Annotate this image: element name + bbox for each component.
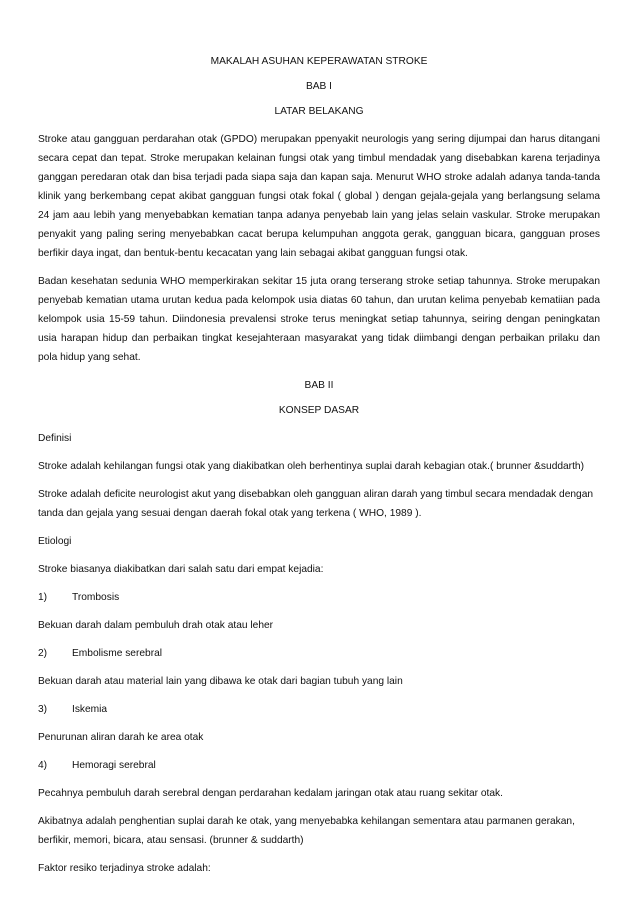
cause-description-2: Bekuan darah atau material lain yang dibawa ke otak dari bagian tubuh yang lain [38,676,403,687]
cause-number: 1) [38,592,48,603]
cause-name: Trombosis [72,592,120,603]
etiologi-label: Etiologi [38,536,72,547]
akibat-paragraph: Akibatnya adalah penghentian suplai darah ke otak, yang menyebabka kehilangan sementara atau parmanen gerakan, berfikir, memori, bicara, atau sensasi. (brunner & suddarth) [38,816,575,846]
cause-item-1 [38,588,600,607]
cause-item-4 [38,756,600,775]
definisi-paragraph-1: Stroke adalah kehilangan fungsi otak yang diakibatkan oleh berhentinya suplai darah kebagian otak.( brunner &suddarth) [38,461,584,472]
cause-description-3: Penurunan aliran darah ke area otak [38,732,204,743]
etiologi-intro: Stroke biasanya diakibatkan dari salah satu dari empat kejadia: [38,564,324,575]
bab1-paragraph-1: Stroke atau gangguan perdarahan otak (GPDO) merupakan ppenyakit neurologis yang sering dijumpai dan harus ditangani secara cepat dan tepat. Stroke merupakan kelainan fungsi otak yang timbul mendadak yang disebabkan karena terjadinya ganggan peredaran otak dan bisa terjadi pada siapa saja dan kapan saja. Menurut WHO stroke adalah adanya tanda-tanda klinik yang berkembang cepat akibat gangguan fungsi otak fokal ( global ) dengan gejala-gejala yang berlangsung selama 24 jam aau lebih yang menyebabkan kematian tanpa adanya penyebab lain yang jelas selain vaskular. Stroke merupakan penyakit yang paling sering menyebabkan cacat berupa kelumpuhan anggota gerak, gangguan bicara, gangguan proses berfikir daya ingat, dan bentuk-bentu kecacatan yang lain sebagai akibat gangguan fungsi otak. [38,134,600,259]
document-page [38,52,600,887]
cause-name: Hemoragi serebral [72,760,156,771]
bab1-heading: BAB I [305,81,333,92]
cause-name: Iskemia [72,704,108,715]
bab2-heading: BAB II [304,380,334,391]
cause-number: 3) [38,704,48,715]
bab2-subheading: KONSEP DASAR [278,405,360,416]
document-title: MAKALAH ASUHAN KEPERAWATAN STROKE [210,56,428,67]
bab1-subheading: LATAR BELAKANG [274,106,364,117]
cause-description-1: Bekuan darah dalam pembuluh drah otak atau leher [38,620,274,631]
cause-description-4: Pecahnya pembuluh darah serebral dengan perdarahan kedalam jaringan otak atau ruang sekitar otak. [38,788,503,799]
cause-item-2 [38,644,600,663]
cause-name: Embolisme serebral [72,648,163,659]
definisi-paragraph-2: Stroke adalah deficite neurologist akut yang disebabkan oleh gangguan aliran darah yang timbul secara mendadak dengan tanda dan gejala yang sesuai dengan daerah fokal otak yang terkena ( WHO, 1989 ). [38,489,594,519]
cause-number: 4) [38,760,48,771]
bab1-paragraph-2: Badan kesehatan sedunia WHO memperkirakan sekitar 15 juta orang terserang stroke setiap tahunnya. Stroke merupakan penyebab kematian utama urutan kedua pada kelompok usia diatas 60 tahun, dan urutan kelima penyebab kematiian pada kelompok usia 15-59 tahun. Diindonesia prevalensi stroke terus meningkat setiap tahunnya, seiring dengan peningkatan usia harapan hidup dan perbaikan tingkat kesejahteraan masyarakat yang tidak diimbangi dengan perbaikan prilaku dan pola hidup yang sehat. [38,276,600,363]
definisi-label: Definisi [38,433,72,444]
cause-item-3 [38,700,600,719]
faktor-resiko-label: Faktor resiko terjadinya stroke adalah: [38,863,211,874]
cause-number: 2) [38,648,48,659]
